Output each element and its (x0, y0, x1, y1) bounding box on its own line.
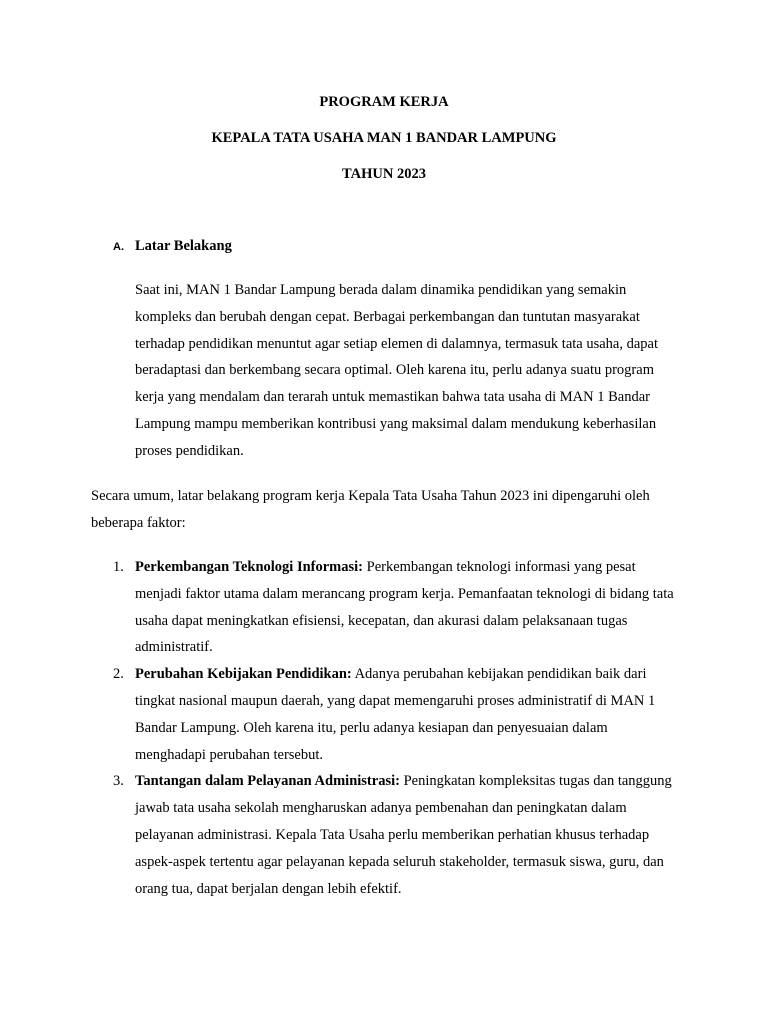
document-year: TAHUN 2023 (342, 166, 426, 182)
section-a-title: Latar Belakang (135, 238, 232, 254)
section-a-heading (113, 237, 232, 256)
list-item-text: Adanya perubahan kebijakan pendidikan baik dari tingkat nasional maupun daerah, yang dapat memengaruhi proses administratif di MAN 1 Bandar Lampung. Oleh karena itu, perlu adanya kesiapan dan penyesuaian dalam menghadapi perubahan tersebut. (135, 666, 656, 763)
section-a-marker: A. (113, 241, 124, 253)
document-title: PROGRAM KERJA (319, 94, 449, 110)
list-item (0, 768, 680, 902)
list-item-title: Tantangan dalam Pelayanan Administrasi: (135, 773, 400, 790)
list-item-title: Perubahan Kebijakan Pendidikan: (135, 666, 352, 683)
list-item-number: 2. (113, 666, 124, 683)
list-item-text: Peningkatan kompleksitas tugas dan tanggung jawab tata usaha sekolah mengharuskan adanya pembenahan dan peningkatan dalam pelayanan administrasi. Kepala Tata Usaha perlu memberikan perhatian khusus terhadap aspek-aspek tertentu agar pelayanan kepada seluruh stakeholder, termasuk siswa, guru, dan orang tua, dapat berjalan dengan lebih efektif. (135, 773, 672, 897)
list-item-text: Perkembangan teknologi informasi yang pesat menjadi faktor utama dalam merancang program kerja. Pemanfaatan teknologi di bidang tata usaha dapat meningkatkan efisiensi, kecepatan, dan akurasi dalam pelaksanaan tugas administratif. (135, 559, 674, 656)
list-item-number: 1. (113, 559, 124, 575)
list-item-title: Perkembangan Teknologi Informasi: (135, 559, 363, 575)
document-subtitle: KEPALA TATA USAHA MAN 1 BANDAR LAMPUNG (211, 130, 557, 146)
list-item-number: 3. (113, 773, 124, 790)
background-paragraph: Saat ini, MAN 1 Bandar Lampung berada dalam dinamika pendidikan yang semakin kompleks dan berubah dengan cepat. Berbagai perkembangan dan tuntutan masyarakat terhadap pendidikan menuntut agar setiap elemen di dalamnya, termasuk tata usaha, dapat beradaptasi dan berkembang secara optimal. Oleh karena itu, perlu adanya suatu program kerja yang mendalam dan terarah untuk memastikan bahwa tata usaha di MAN 1 Bandar Lampung mampu memberikan kontribusi yang maksimal dalam mendukung keberhasilan proses pendidikan. (135, 282, 659, 459)
intro-paragraph: Secara umum, latar belakang program kerja Kepala Tata Usaha Tahun 2023 ini dipengaruhi oleh beberapa faktor: (91, 488, 650, 531)
list-item (0, 554, 680, 661)
factor-list (0, 554, 768, 902)
list-item (0, 661, 680, 768)
